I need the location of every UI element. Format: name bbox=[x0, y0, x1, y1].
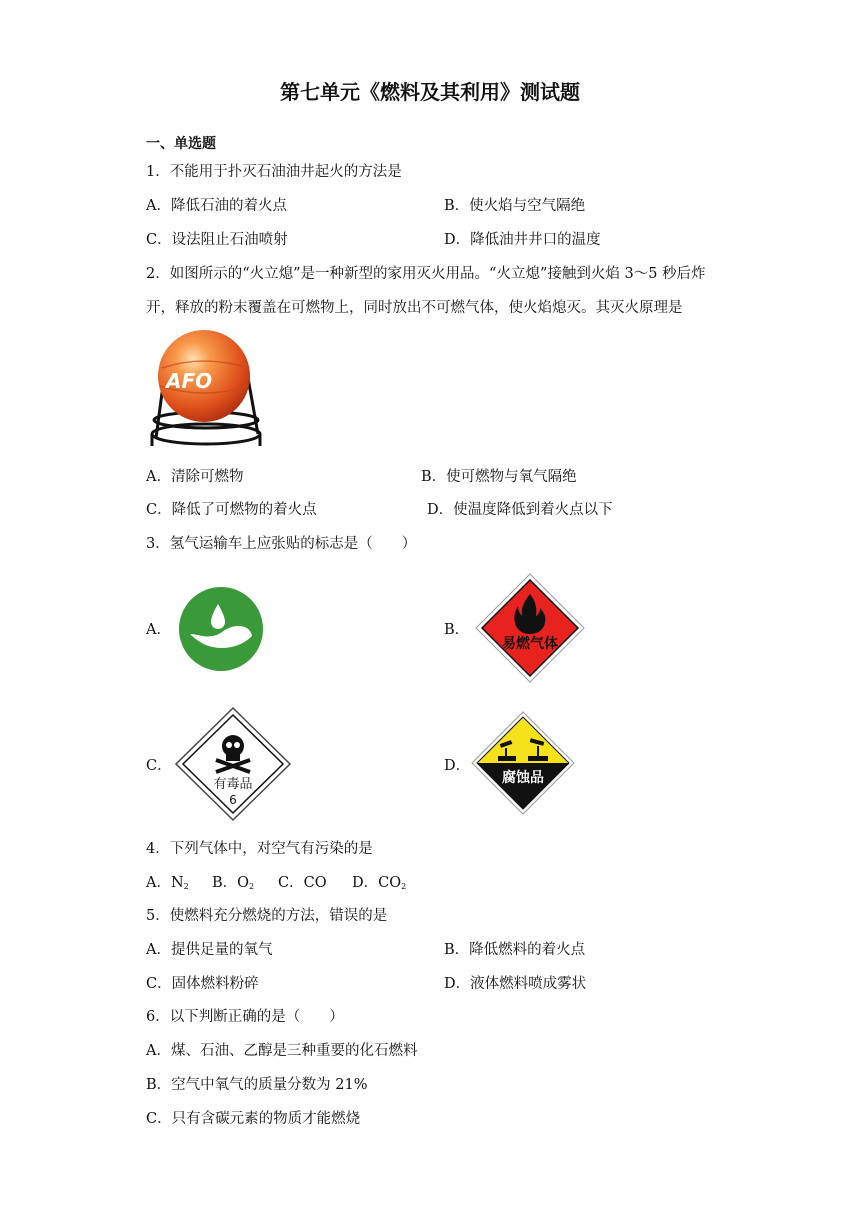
q1-option-c: C．设法阻止石油喷射 bbox=[146, 232, 288, 248]
q5-option-d: D．液体燃料喷成雾状 bbox=[444, 976, 587, 992]
toxic-sign-icon bbox=[174, 706, 292, 822]
q2-option-d: D．使温度降低到着火点以下 bbox=[427, 502, 613, 518]
q1-option-d: D．降低油井井口的温度 bbox=[444, 232, 601, 248]
toxic-text: 有毒品 bbox=[213, 777, 253, 792]
flammable-gas-text: 易燃气体 bbox=[502, 636, 558, 652]
q1-option-a: A．降低石油的着火点 bbox=[146, 198, 287, 214]
q3-option-b: B． bbox=[444, 622, 470, 638]
q4-option-a: A．$N_2$ bbox=[146, 875, 189, 891]
q6-stem: 6．以下判断正确的是（ ） bbox=[146, 1009, 344, 1025]
q4-option-b: B．$O_2$ bbox=[212, 875, 255, 891]
q1-option-b: B．使火焰与空气隔绝 bbox=[444, 198, 586, 214]
q3-option-a: A． bbox=[146, 622, 171, 638]
corrosive-text: 腐蚀品 bbox=[502, 770, 544, 786]
q2-stem-line1: 2．如图所示的“火立熄”是一种新型的家用灭火用品。“火立熄”接触到火焰 3～5 秒后炸 bbox=[146, 266, 706, 282]
q3-stem: 3．氢气运输车上应张贴的标志是（ ） bbox=[146, 536, 417, 552]
toxic-class-number: 6 bbox=[229, 793, 237, 807]
section-heading: 一、单选题 bbox=[146, 136, 216, 152]
q5-stem: 5．使燃料充分燃烧的方法，错误的是 bbox=[146, 908, 388, 924]
q3-option-c: C． bbox=[146, 758, 172, 774]
q5-option-c: C．固体燃料粉碎 bbox=[146, 976, 259, 992]
corrosive-sign-icon bbox=[470, 710, 576, 816]
q6-option-a: A．煤、石油、乙醇是三种重要的化石燃料 bbox=[146, 1043, 418, 1059]
q4-option-d: D．$CO_2$ bbox=[352, 875, 407, 891]
q3-option-d: D． bbox=[444, 758, 471, 774]
q6-option-b: B．空气中氧气的质量分数为 21% bbox=[146, 1077, 368, 1093]
q5-option-a: A．提供足量的氧气 bbox=[146, 942, 273, 958]
q2-option-a: A．清除可燃物 bbox=[146, 469, 244, 485]
q2-option-c: C．降低了可燃物的着火点 bbox=[146, 502, 317, 518]
fire-extinguisher-ball-image bbox=[144, 328, 272, 452]
q4-stem: 4．下列气体中，对空气有污染的是 bbox=[146, 841, 373, 857]
q5-option-b: B．降低燃料的着火点 bbox=[444, 942, 586, 958]
q1-stem: 1．不能用于扑灭石油油井起火的方法是 bbox=[146, 164, 402, 180]
q2-option-b: B．使可燃物与氧气隔绝 bbox=[421, 469, 577, 485]
q4-option-c: C．CO bbox=[278, 875, 327, 891]
q6-option-c: C．只有含碳元素的物质才能燃烧 bbox=[146, 1111, 361, 1127]
q2-stem-line2: 开，释放的粉末覆盖在可燃物上，同时放出不可燃气体，使火焰熄灭。其灭火原理是 bbox=[146, 300, 683, 316]
green-water-sign-icon bbox=[178, 586, 264, 672]
page-title: 第七单元《燃料及其利用》测试题 bbox=[280, 80, 580, 104]
ball-logo-text: AFO bbox=[166, 369, 213, 393]
flammable-gas-sign-icon bbox=[474, 572, 586, 684]
